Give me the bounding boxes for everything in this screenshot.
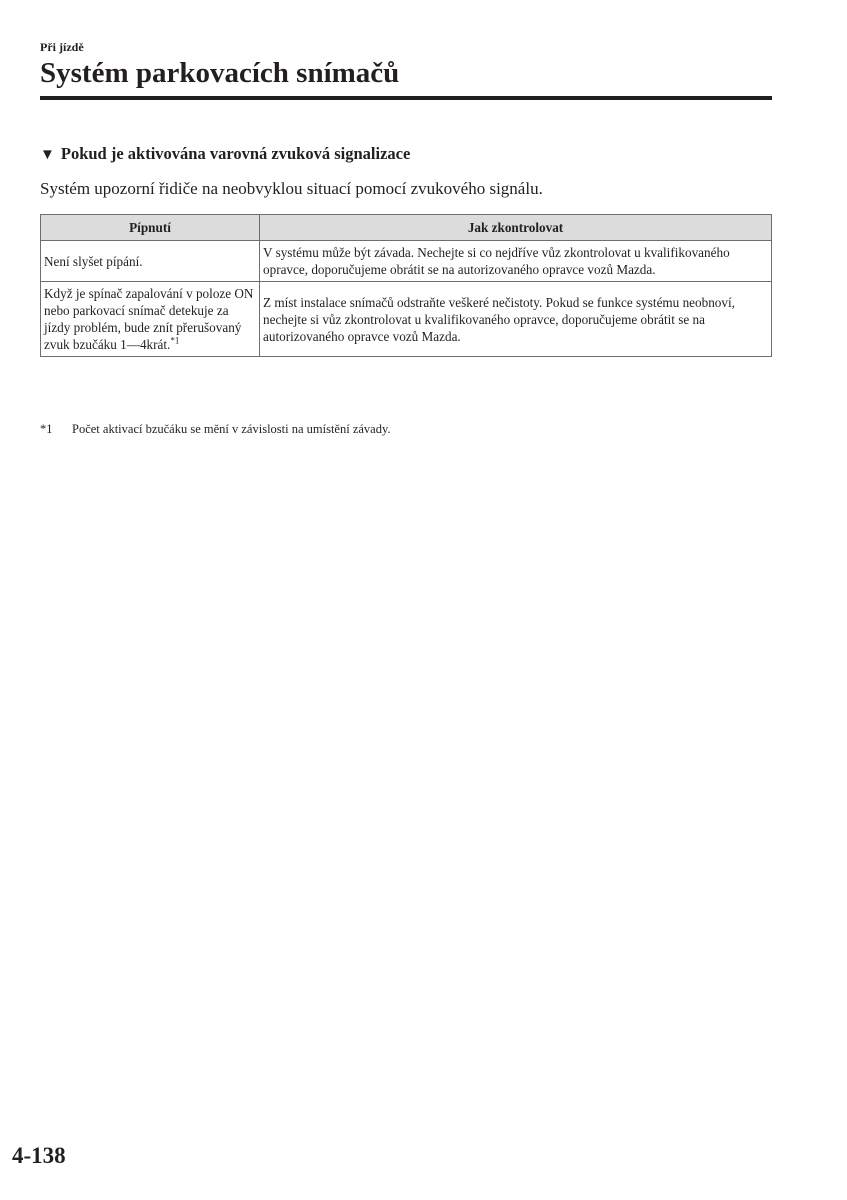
table-header-row <box>41 215 772 241</box>
beep-cell <box>41 241 260 282</box>
table-row <box>41 282 772 357</box>
page-title: Systém parkovacích snímačů <box>40 57 400 89</box>
section-label: Při jízdě <box>40 40 84 54</box>
check-text: V systému může být závada. Nechejte si co nejdříve vůz zkontrolovat u kvalifikovaného opravce, doporučujeme obrátit se na autorizovaného opravce vozů Mazda. <box>263 245 730 277</box>
subheading <box>40 144 410 164</box>
footnote-mark: *1 <box>40 422 53 436</box>
column-header-check: Jak zkontrolovat <box>260 215 772 241</box>
footnote-text: Počet aktivací bzučáku se mění v závislosti na umístění závady. <box>72 422 391 436</box>
beep-text: Není slyšet pípání. <box>44 253 143 269</box>
footnote <box>40 422 391 437</box>
page-number: 4-138 <box>12 1143 66 1168</box>
info-table <box>40 214 772 357</box>
check-cell <box>260 282 772 357</box>
subheading-text: Pokud je aktivována varovná zvuková signalizace <box>60 144 411 163</box>
triangle-down-icon: ▼ <box>40 147 55 163</box>
column-header-beep: Pípnutí <box>41 215 260 241</box>
footnote-reference: *1 <box>170 335 180 346</box>
check-text: Z míst instalace snímačů odstraňte veškeré nečistoty. Pokud se funkce systému neobnoví, nechejte si vůz zkontrolovat u kvalifikovaného opravce, doporučujeme obrátit se na autorizovaného opravce vozů Mazda. <box>263 294 735 344</box>
beep-cell <box>41 282 260 357</box>
title-rule <box>40 96 772 100</box>
beep-text: Když je spínač zapalování v poloze ON nebo parkovací snímač detekuje za jízdy problém, bude znít přerušovaný zvuk bzučáku 1—4krát. <box>44 286 254 352</box>
intro-paragraph: Systém upozorní řidiče na neobvyklou situací pomocí zvukového signálu. <box>40 179 543 198</box>
check-cell <box>260 241 772 282</box>
table-row <box>41 241 772 282</box>
